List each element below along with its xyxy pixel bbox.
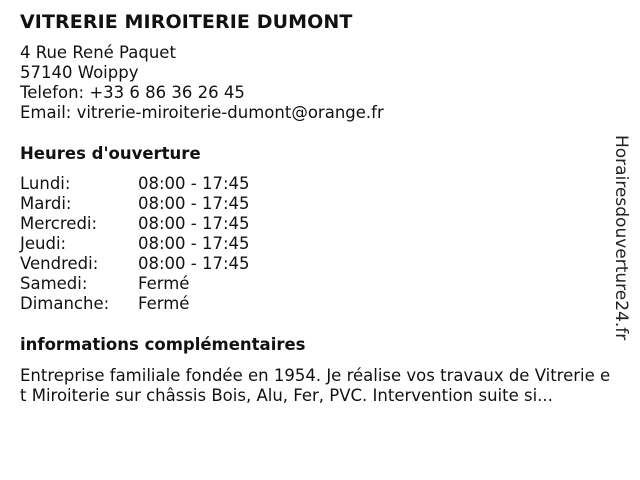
- email-address: Email: vitrerie-miroiterie-dumont@orange.fr: [20, 103, 384, 122]
- day-hours: Fermé: [138, 274, 190, 293]
- hours-row-jeudi: [20, 234, 615, 254]
- day-hours: 08:00 - 17:45: [138, 174, 250, 193]
- hours-row-mardi: [20, 194, 615, 214]
- business-card: [20, 10, 615, 406]
- hours-row-samedi: [20, 274, 615, 294]
- address-block: [20, 43, 615, 123]
- day-label: Mardi:: [20, 194, 72, 213]
- hours-table: [20, 174, 615, 314]
- phone-number: Telefon: +33 6 86 36 26 45: [20, 83, 245, 102]
- day-hours: Fermé: [138, 294, 190, 313]
- hours-row-lundi: [20, 174, 615, 194]
- street-address: 4 Rue René Paquet: [20, 43, 176, 62]
- info-heading: informations complémentaires: [20, 335, 306, 354]
- day-hours: 08:00 - 17:45: [138, 194, 250, 213]
- hours-row-mercredi: [20, 214, 615, 234]
- site-watermark: Horairesdouverture24.fr: [611, 135, 631, 341]
- day-hours: 08:00 - 17:45: [138, 214, 250, 233]
- day-label: Samedi:: [20, 274, 88, 293]
- hours-heading: Heures d'ouverture: [20, 144, 201, 163]
- hours-row-vendredi: [20, 254, 615, 274]
- postal-city: 57140 Woippy: [20, 63, 139, 82]
- day-label: Vendredi:: [20, 254, 99, 273]
- day-hours: 08:00 - 17:45: [138, 254, 250, 273]
- business-description: Entreprise familiale fondée en 1954. Je réalise vos travaux de Vitrerie et Miroiterie sur châssis Bois, Alu, Fer, PVC. Intervention suite si...: [20, 366, 611, 405]
- business-name: VITRERIE MIROITERIE DUMONT: [20, 11, 353, 33]
- day-label: Mercredi:: [20, 214, 98, 233]
- day-label: Dimanche:: [20, 294, 110, 313]
- day-hours: 08:00 - 17:45: [138, 234, 250, 253]
- day-label: Lundi:: [20, 174, 71, 193]
- day-label: Jeudi:: [20, 234, 67, 253]
- hours-row-dimanche: [20, 294, 615, 314]
